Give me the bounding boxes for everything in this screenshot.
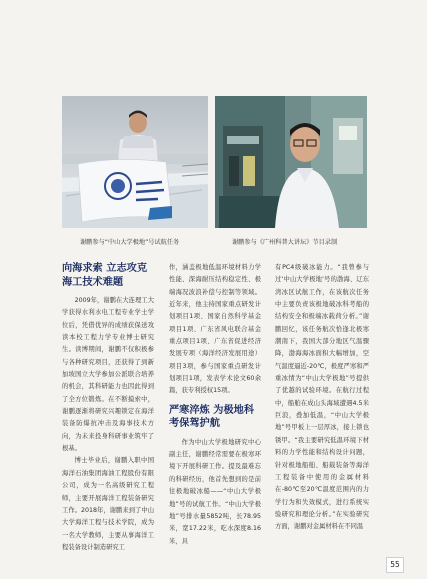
section-heading-2: 严寒淬炼 为极地科考保驾护航 — [169, 404, 255, 430]
article-column-3 — [275, 262, 369, 534]
photo-icebreaker-trial — [62, 96, 208, 228]
photo-caption-right: 谢鹏参与《广州科普大讲坛》节目录制 — [232, 239, 338, 246]
paragraph: 有PC4级破冰能力。“我曾参与过‘中山大学极地’号的渤海、辽东湾冰区试航工作，在该航次任务中主要负责该极地破冰科考船的结构安全和极端冰载荷分析。”谢鹏回忆，该任务航次恰逢北极寒潮南下，我国大部分地区气温骤降，渤海海冰面积大幅增加，空气温度逼近-20℃，极度严寒和严重冰情为“中山大学极地”号提供了优越的试验环境。在航行过程中，船舶在成山头海域遭遇4.5米巨浪，叠加低温，“中山大学极地”号甲板上一层厚冰，接上锁也锈甲。“我主要研究低温环境下材料的力学性能和结构设计问题，针对极地船舶、船载装备等海洋工程装备中使用的金属材料在-80℃至20℃温度范围内的力学行为和失效模式，进行系统实验研究和理论分析。”在实验研究方面，谢鹏对金属材料在不同温 — [275, 264, 369, 531]
paragraph: 作为中山大学极地研究中心副主任，谢鹏经常需要在极寒环境下开展科研工作。提及最难忘的科研经历，他首先想到的是前往极地破冰船——“中山大学极地”号的试航工作。“中山大学极地”号排水量5852吨，长78.95米，宽17.22米，吃水深度8.16米，具 — [169, 438, 261, 545]
article-column-2 — [169, 262, 261, 548]
section-heading-1: 向海求索 立志攻克海工技术难题 — [62, 263, 148, 288]
icebreaker-trial-image — [62, 96, 208, 228]
photo-caption-left: 谢鹏参与“中山大学极地”号试航任务 — [80, 239, 180, 246]
paragraph: 作，涵盖极地低温环境材料力学性能、深海耐压结构稳定性、极端海况波浪补偿与控制等领域。近年来，他主持国家重点研发计划项目1项、国家自然科学基金项目1项、广东省风电联合基金重点项目1项、广东省促进经济发展专项（海洋经济发展用途）项目3项，参与国家重点研发计划项目1项，发表学术论文60余篇，获专利授权15项。 — [169, 264, 261, 395]
paragraph: 博士毕业后，谢鹏入职中国海洋石油集团海油工程股份有限公司，成为一名高级研究工程师，主要开展海洋工程装备研究工作。2018年，谢鹏来到了中山大学海洋工程与技术学院，成为一名大学教师，主要从事海洋工程装备设计制造研究工 — [62, 457, 154, 551]
article-column-1 — [62, 262, 154, 554]
page-number: 55 — [386, 557, 404, 573]
paragraph: 2009年，谢鹏在大连理工大学获得水利水电工程专业学士学位后，凭借优异的成绩获保送攻读本校工程力学专业博士研究生。读博期间，谢鹏不仅积极参与各种研究项目，还获得了到新加坡国立大学参加公派联合培养的机会，其科研能力也因此得到了全方位锻炼。在不断摸索中，谢鹏逐渐将研究兴趣锁定在海洋装备防爆抗冲击及海事技术方向，为未来投身科研事业筑牢了根基。 — [62, 297, 154, 453]
science-lecture-image — [215, 96, 367, 228]
photo-science-lecture — [215, 96, 367, 228]
